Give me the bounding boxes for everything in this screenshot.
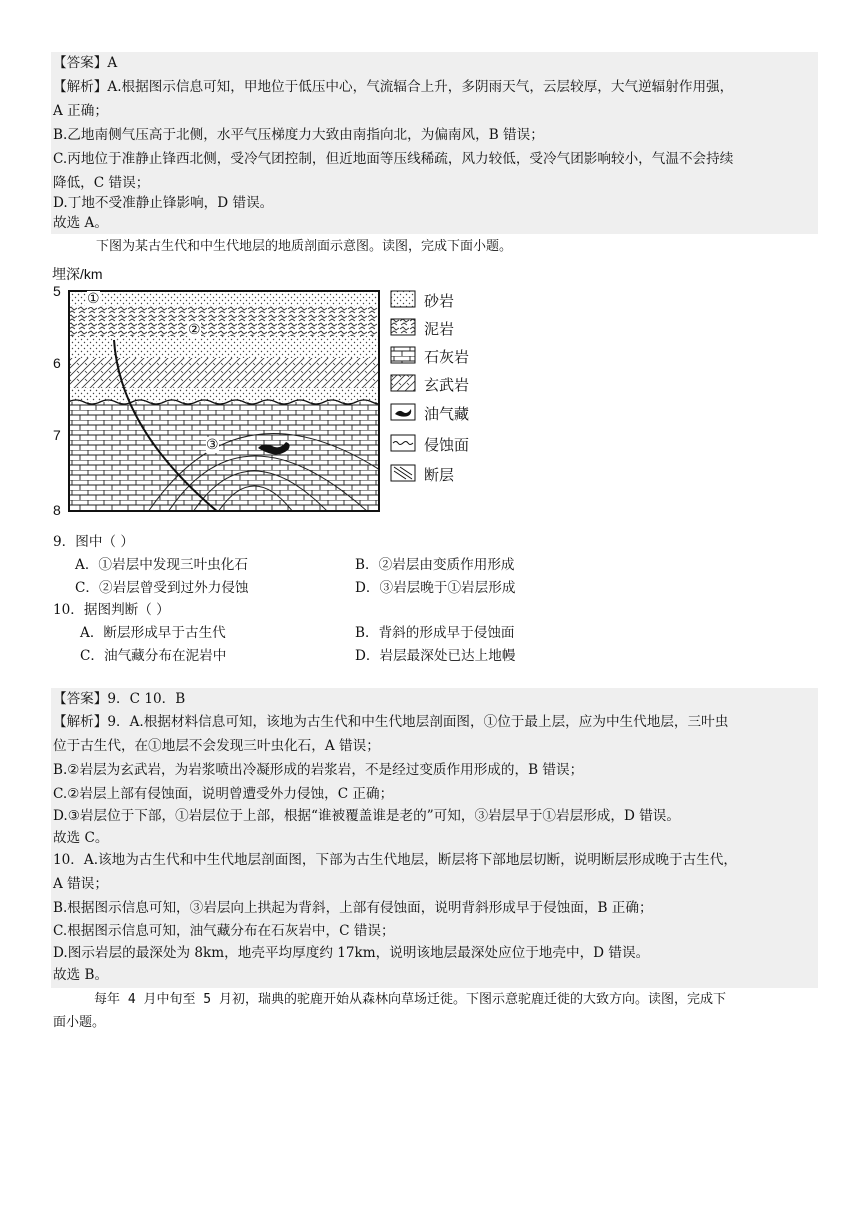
question-10-stem: 10．据图判断（ ） <box>53 602 170 618</box>
q10-option-c[interactable]: C．油气藏分布在泥岩中 <box>80 648 227 664</box>
analysis2-line-1: 【解析】9．A.根据材料信息可知，该地为古生代和中生代地层剖面图，①位于最上层，应为中生代地层，三叶虫 <box>53 714 729 730</box>
analysis-line-4: C.丙地位于准静止锋西北侧，受冷气团控制，但近地面等压线稀疏，风力较低，受冷气团影响较小，气温不会持续 <box>53 151 734 167</box>
analysis-tag-2: 【解析】 <box>53 714 108 730</box>
layer-2-mudstone <box>68 306 380 336</box>
q10-option-b[interactable]: B．背斜的形成早于侵蚀面 <box>355 625 515 641</box>
analysis-line-2: A 正确； <box>53 103 108 119</box>
analysis2-line-9: B.根据图示信息可知，③岩层向上拱起为背斜，上部有侵蚀面，说明背斜形成早于侵蚀面，B 正确； <box>53 900 653 916</box>
y-tick-6: 6 <box>53 355 61 371</box>
y-axis-label: 埋深/km <box>52 266 103 282</box>
layer-3-limestone <box>68 402 380 512</box>
analysis2-line-4: C.②岩层上部有侵蚀面，说明曾遭受外力侵蚀，C 正确； <box>53 786 394 802</box>
y-tick-7: 7 <box>53 427 61 443</box>
analysis2-line-7: 10．A.该地为古生代和中生代地层剖面图，下部为古生代地层，断层将下部地层切断，说明断层形成晚于古生代， <box>53 852 737 868</box>
q9-option-c[interactable]: C．②岩层曾受到过外力侵蚀 <box>75 580 249 596</box>
analysis-line-5: 降低，C 错误； <box>53 175 150 191</box>
analysis2-line-3: B.②岩层为玄武岩，为岩浆喷出冷凝形成的岩浆岩，不是经过变质作用形成的，B 错误； <box>53 762 584 778</box>
question-intro-1: 下图为某古生代和中生代地层的地质剖面示意图。读图，完成下面小题。 <box>96 239 513 254</box>
analysis2-line-2: 位于古生代，在①地层不会发现三叶虫化石，A 错误； <box>53 738 380 754</box>
analysis2-line-6: 故选 C。 <box>53 830 109 846</box>
y-tick-5: 5 <box>53 283 61 299</box>
layer-label-2: ② <box>188 322 201 338</box>
q10-option-a[interactable]: A．断层形成早于古生代 <box>80 625 226 641</box>
analysis-line-1: 【解析】A.根据图示信息可知，甲地位于低压中心，气流辐合上升，多阴雨天气，云层较厚，大气逆辐射作用强， <box>53 79 734 95</box>
layer-1-sandstone <box>68 290 380 306</box>
analysis2-line-11: D.图示岩层的最深处为 8km，地壳平均厚度约 17km，说明该地层最深处应位于地壳中，D 错误。 <box>53 945 650 961</box>
question-9-stem: 9．图中（ ） <box>53 534 134 550</box>
layer-label-1: ① <box>87 291 100 307</box>
analysis-line-3: B.乙地南侧气压高于北侧，水平气压梯度力大致由南指向北，为偏南风，B 错误； <box>53 127 544 143</box>
analysis2-line-12: 故选 B。 <box>53 967 109 983</box>
question-intro-2-line-2: 面小题。 <box>53 1015 106 1030</box>
q10-option-d[interactable]: D．岩层最深处已达上地幔 <box>355 648 516 664</box>
answer-line-1: 【答案】A <box>53 55 118 71</box>
question-intro-2-line-1: 每年 4 月中旬至 5 月初，瑞典的驼鹿开始从森林向草场迁徙。下图示意驼鹿迁徙的大致方向。读图，完成下 <box>94 992 726 1007</box>
analysis2-line-8: A 错误； <box>53 876 108 892</box>
geologic-cross-section <box>68 290 380 512</box>
q9-option-d[interactable]: D．③岩层晚于①岩层形成 <box>355 580 516 596</box>
analysis-tag: 【解析】 <box>53 79 108 95</box>
analysis2-line-10: C.根据图示信息可知，油气藏分布在石灰岩中，C 错误； <box>53 923 395 939</box>
layer-label-3: ③ <box>206 437 219 453</box>
q9-option-b[interactable]: B．②岩层由变质作用形成 <box>355 557 515 573</box>
analysis-line-7: 故选 A。 <box>53 215 108 231</box>
analysis-line-6: D.丁地不受准静止锋影响，D 错误。 <box>53 195 274 211</box>
basalt-band <box>68 358 380 388</box>
q9-option-a[interactable]: A．①岩层中发现三叶虫化石 <box>75 557 248 573</box>
answer-line-2: 【答案】9．C 10．B <box>53 691 186 707</box>
y-tick-8: 8 <box>53 502 61 518</box>
analysis2-line-5: D.③岩层位于下部，①岩层位于上部，根据“谁被覆盖谁是老的”可知，③岩层早于①岩层形成，D 错误。 <box>53 808 680 824</box>
